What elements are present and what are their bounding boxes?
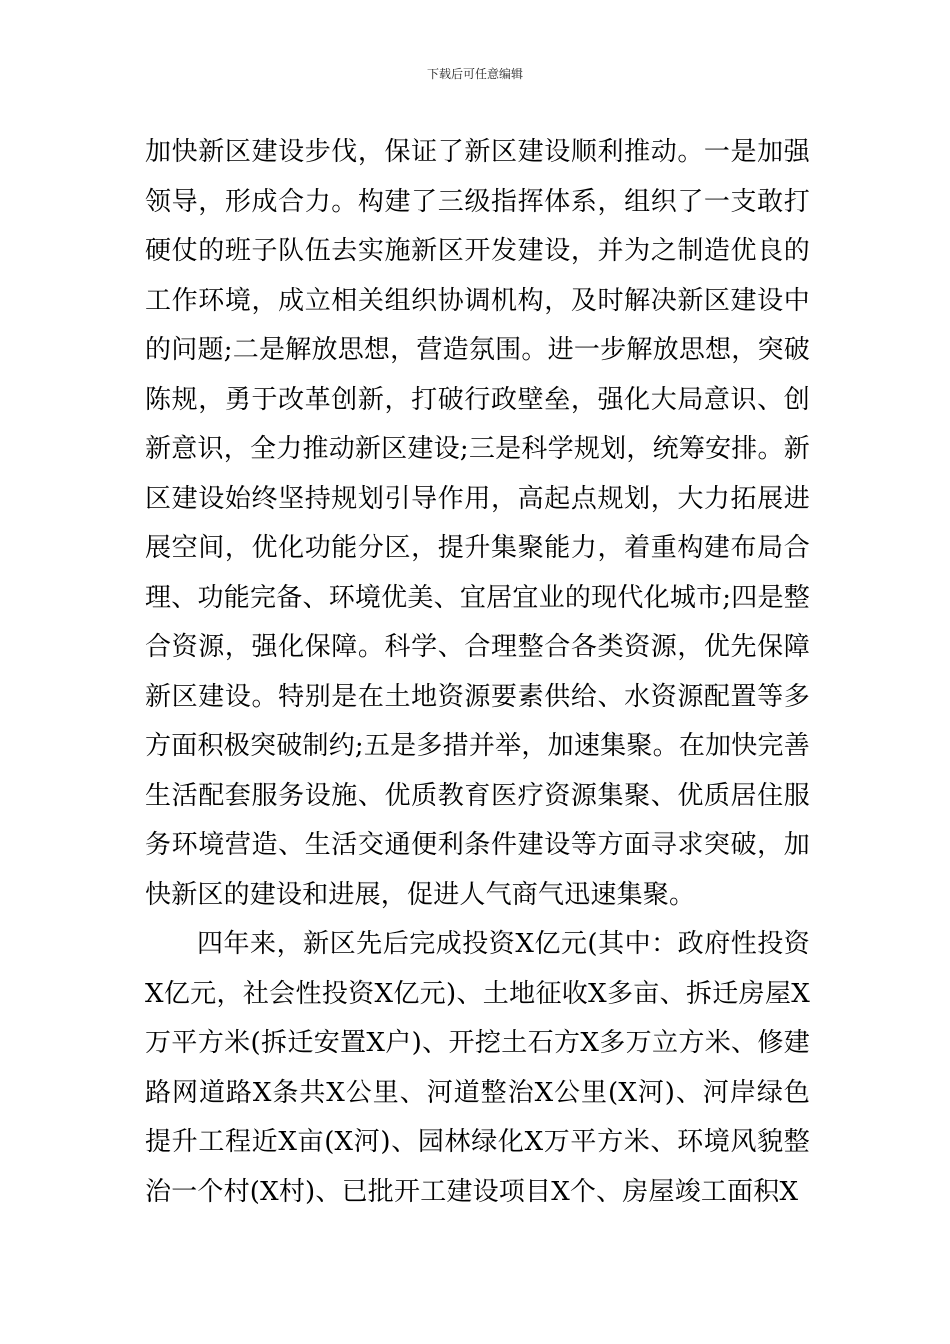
paragraph-measures: 加快新区建设步伐，保证了新区建设顺利推动。一是加强领导，形成合力。构建了三级指挥体系，组织了一支敢打硬仗的班子队伍去实施新区开发建设，并为之制造优良的工作环境，成立相关组织协调机构，及时解决新区建设中的问题;二是解放思想，营造氛围。进一步解放思想，突破陈规，勇于改革创新，打破行政壁垒，强化大局意识、创新意识，全力推动新区建设;三是科学规划，统筹安排。新区建设始终坚持规划引导作用，高起点规划，大力拓展进展空间，优化功能分区，提升集聚能力，着重构建布局合理、功能完备、环境优美、宜居宜业的现代化城市;四是整合资源，强化保障。科学、合理整合各类资源，优先保障新区建设。特别是在土地资源要素供给、水资源配置等多方面积极突破制约;五是多措并举，加速集聚。在加快完善生活配套服务设施、优质教育医疗资源集聚、优质居住服务环境营造、生活交通便利条件建设等方面寻求突破，加快新区的建设和进展，促进人气商气迅速集聚。 (145, 137, 810, 910)
header-note: 下载后可任意编辑 (426, 67, 523, 81)
paragraph-achievements: 四年来，新区先后完成投资X亿元(其中：政府性投资X亿元，社会性投资X亿元)、土地征收X多亩、拆迁房屋X万平方米(拆迁安置X户)、开挖土石方X多万立方米、修建路网道路X条共X公里、河道整治X公里(X河)、河岸绿色提升工程近X亩(X河)、园林绿化X万平方米、环境风貌整治一个村(X村)、已批开工建设项目X个、房屋竣工面积X (145, 929, 810, 1207)
document-body (145, 128, 810, 1217)
